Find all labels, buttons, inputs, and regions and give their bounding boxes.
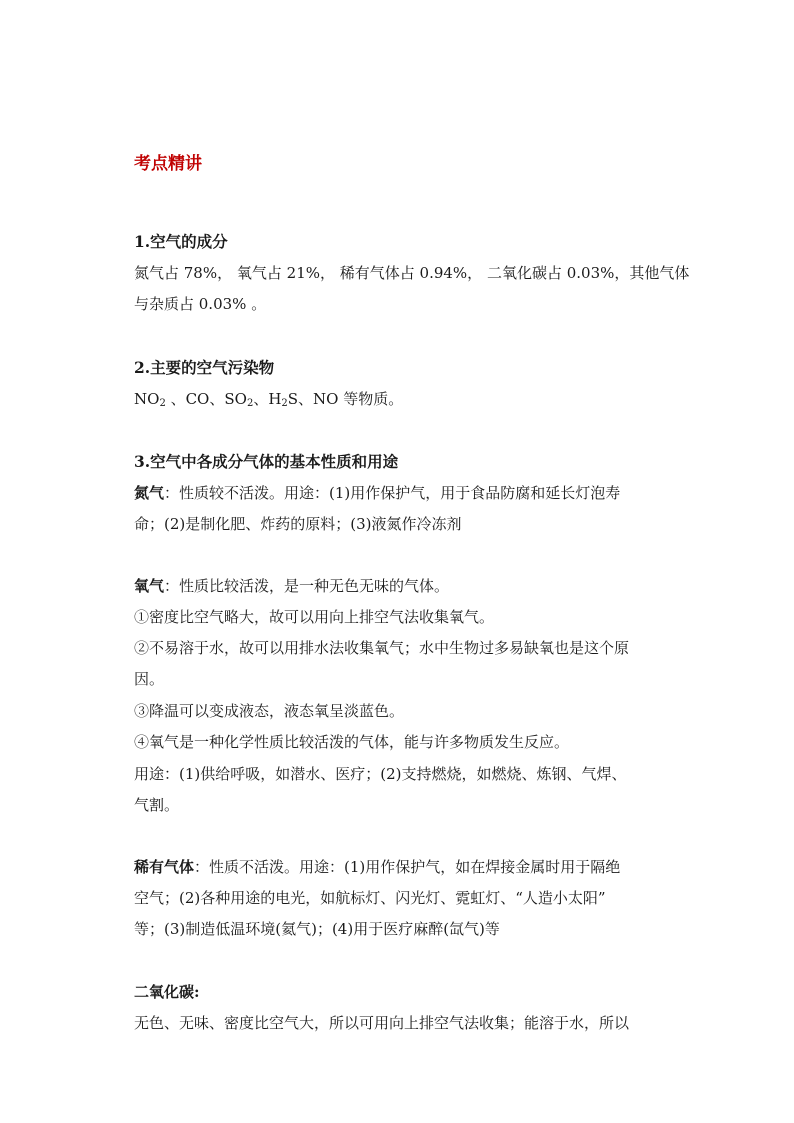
section-1-heading: 1.空气的成分	[134, 232, 228, 251]
oxygen-intro-text: ：性质比较活泼，是一种无色无味的气体。	[164, 577, 450, 595]
nitrogen-text: ：性质较不活泼。用途：(1)用作保护气，用于食品防腐和延长灯泡寿	[164, 484, 621, 502]
rare-gas-label: 稀有气体	[134, 858, 195, 876]
rare-gas-line-2: 空气；(2)各种用途的电光，如航标灯、闪光灯、霓虹灯、“人造小太阳”	[134, 889, 606, 907]
subscript: 2	[159, 398, 166, 409]
pollutants-rest: S、NO 等物质。	[287, 390, 404, 408]
nitrogen-line-2: 命；(2)是制化肥、炸药的原料；(3)液氮作冷冻剂	[134, 515, 462, 533]
rare-gas-text: ：性质不活泼。用途：(1)用作保护气，如在焊接金属时用于隔绝	[194, 858, 621, 876]
oxygen-label: 氧气	[134, 577, 165, 595]
nitrogen-line-1	[134, 483, 674, 503]
formula-no2: NO	[134, 390, 160, 408]
section-2-pollutants	[134, 389, 674, 409]
oxygen-use-1: 用途：(1)供给呼吸，如潜水、医疗；(2)支持燃烧，如燃烧、炼钢、气焊、	[134, 765, 627, 783]
co2-line-1: 无色、无味、密度比空气大，所以可用向上排空气法收集；能溶于水，所以	[134, 1014, 630, 1032]
oxygen-point-4: ④氧气是一种化学性质比较活泼的气体，能与许多物质发生反应。	[134, 733, 570, 751]
section-2-heading: 2.主要的空气污染物	[134, 358, 275, 377]
separator: 、H	[253, 390, 282, 408]
oxygen-point-3: ③降温可以变成液态，液态氧呈淡蓝色。	[134, 702, 405, 720]
subscript: 2	[246, 398, 254, 409]
oxygen-point-1: ①密度比空气略大，故可以用向上排空气法收集氧气。	[134, 608, 495, 626]
section-1-text-line-2: 与杂质占 0.03% 。	[134, 295, 267, 313]
page-title: 考点精讲	[134, 154, 202, 174]
section-1-text-line-1: 氮气占 78%， 氧气占 21%， 稀有气体占 0.94%， 二氧化碳占 0.03%，其他气体	[134, 264, 690, 282]
separator: 、CO、SO	[165, 390, 247, 408]
oxygen-intro	[134, 576, 674, 596]
co2-label: 二氧化碳:	[134, 983, 200, 1001]
oxygen-point-2a: ②不易溶于水，故可以用排水法收集氧气；水中生物过多易缺氧也是这个原	[134, 639, 630, 657]
oxygen-point-2b: 因。	[134, 670, 165, 688]
rare-gas-line-3: 等；(3)制造低温环境(氦气)；(4)用于医疗麻醉(氙气)等	[134, 920, 500, 938]
rare-gas-line-1	[134, 857, 674, 877]
nitrogen-label: 氮气	[134, 484, 165, 502]
oxygen-use-2: 气割。	[134, 796, 180, 814]
section-3-heading: 3.空气中各成分气体的基本性质和用途	[134, 452, 399, 471]
subscript: 2	[281, 398, 288, 409]
